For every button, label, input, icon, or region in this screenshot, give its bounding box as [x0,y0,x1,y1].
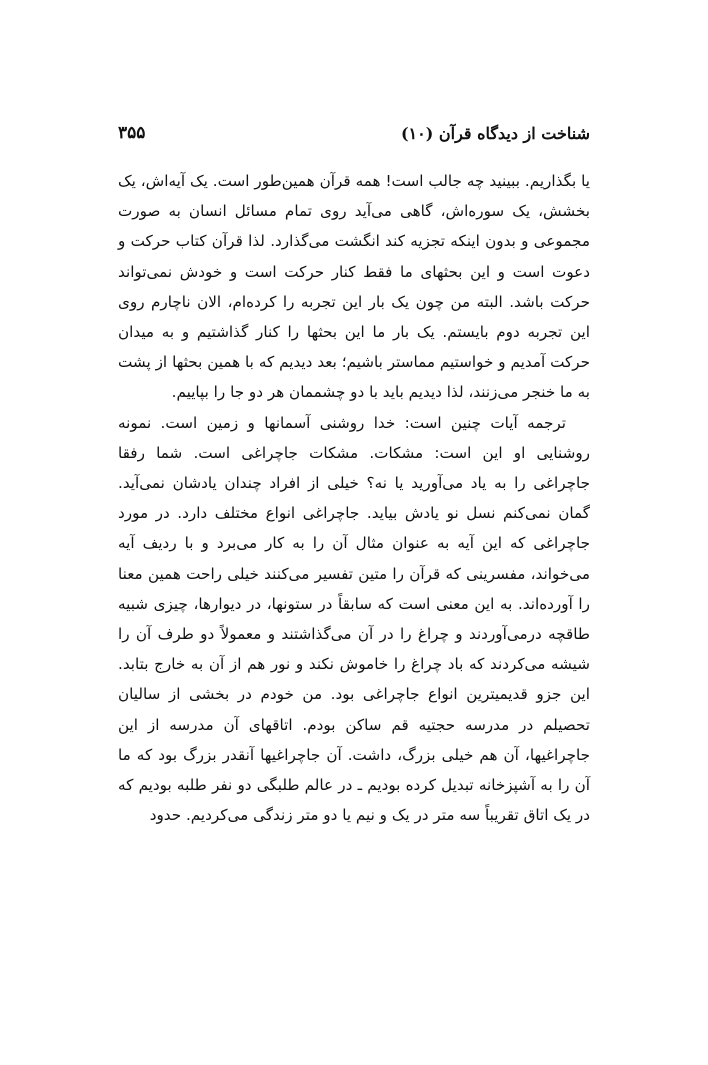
page-header [118,118,590,148]
paragraph-1: یا بگذاریم. ببینید چه جالب است! همه قرآن همین‌طور است. یک آیه‌اش، یک بخشش، یک سوره‌اش، گاهی می‌آید روی تمام مسائل انسان به صورت مجموعی و بدون اینکه تجزیه کند انگشت می‌گذارد. لذا قرآن کتاب حرکت و دعوت است و این بحثهای ما فقط کنار حرکت است و خودش نمی‌تواند حرکت باشد. البته من چون یک بار این تجربه را کرده‌ام، الان ناچارم روی این تجربه دوم بایستم. یک بار ما این بحثها را کنار گذاشتیم و به میدان حرکت آمدیم و خواستیم مماستر باشیم؛ بعد دیدیم که با همین بحثها از پشت به ما خنجر می‌زنند، لذا دیدیم باید با دو چشممان هر دو جا را بپاییم. [118,172,590,402]
paragraph-2: ترجمه آیات چنین است: خدا روشنی آسمانها و زمین است. نمونه روشنایی او این است: مشکات. مشکات جاچراغی است. شما رفقا جاچراغی را به یاد می‌آورید یا نه؟ خیلی از افراد چندان یادشان نمی‌آید. گمان نمی‌کنم نسل نو یادش بیاید. جاچراغی انواع مختلف دارد. در مورد جاچراغی که این آیه به عنوان مثال آن را به کار می‌برد و با ردیف آیه می‌خواند، مفسرینی که قرآن را متین تفسیر می‌کنند خیلی راحت همین معنا را آورده‌اند. به این معنی است که سابقاً در ستونها، در دیوارها، چیزی شبیه طاقچه درمی‌آوردند و چراغ را در آن می‌گذاشتند و معمولاً دو طرف آن را شیشه می‌کردند که باد چراغ را خاموش نکند و نور هم از آن به خارج بتابد. این جزو قدیمیترین انواع جاچراغی بود. من خودم در بخشی از سالیان تحصیلم در مدرسه حجتیه قم ساکن بودم. اتاقهای آن مدرسه از این جاچراغیها، آن هم خیلی بزرگ، داشت. آن جاچراغیها آنقدر بزرگ بود که ما آن را به آشپزخانه تبدیل کرده بودیم ـ در عالم طلبگی دو نفر طلبه بودیم که در یک اتاق تقریباً سه متر در یک و نیم یا دو متر زندگی می‌کردیم. حدود [118,413,590,825]
page-number: ۳۵۵ [118,123,146,143]
running-title: شناخت از دیدگاه قرآن (۱۰) [400,123,590,143]
body-text [118,166,590,830]
